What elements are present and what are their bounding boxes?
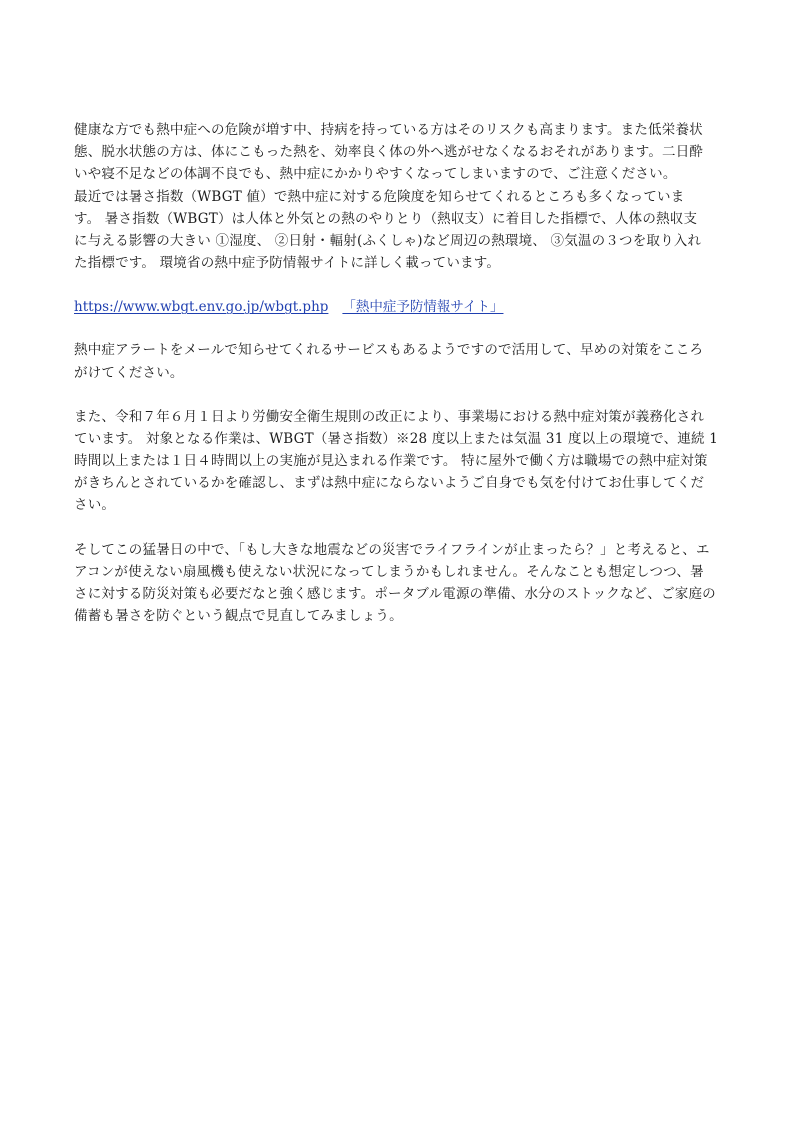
- text-line: また、令和７年６月１日より労働安全衛生規則の改正により、事業場における熱中症対策が義務化され: [74, 408, 705, 425]
- text-line: がけてください。: [74, 364, 184, 381]
- wbgt-link-row: [74, 296, 738, 318]
- text-line: 健康な方でも熱中症への危険が増す中、持病を持っている方はそのリスクも高まります。また低栄養状: [74, 122, 703, 138]
- text-line: 備蓄も暑さを防ぐという観点で見直してみましょう。: [74, 608, 403, 625]
- text-line: がきちんとされているかを確認し、まずは熱中症にならないようご自身でも気を付けてお仕事してくだ: [74, 475, 705, 492]
- text-line: そしてこの猛暑日の中で、「もし大きな地震などの災害でライフラインが止まったら？」と考えると、エ: [74, 541, 710, 558]
- text-line: さい。: [74, 497, 116, 514]
- text-line: 態、脱水状態の方は、体にこもった熱を、効率良く体の外へ逃がせなくなるおそれがあります。二日酔: [74, 144, 704, 161]
- wbgt-site-title-link[interactable]: 「熱中症予防情報サイト」: [342, 299, 504, 316]
- text-line: す。 暑さ指数（WBGT）は人体と外気との熱のやりとり（熱収支）に着目した指標で、人体の熱収支: [74, 210, 698, 227]
- paragraph-disaster-preparedness: [74, 539, 738, 628]
- document-page: [74, 119, 738, 627]
- paragraph-heatstroke-risk: [74, 119, 738, 274]
- text-line: ています。 対象となる作業は、WBGT（暑さ指数）※28 度以上または気温 31 度以上の環境で、連続 1: [74, 430, 718, 447]
- text-line: アコンが使えない扇風機も使えない状況になってしまうかもしれません。そんなことも想定しつつ、暑: [74, 563, 704, 580]
- paragraph-workplace-regulation: [74, 406, 738, 517]
- text-line: に与える影響の大きい ①湿度、 ②日射・輻射(ふくしゃ)など周辺の熱環境、 ③気温の３つを取り入れ: [74, 232, 702, 249]
- text-line: 最近では暑さ指数（WBGT 値）で熱中症に対する危険度を知らせてくれるところも多くなっていま: [74, 188, 685, 205]
- text-line: た指標です。 環境省の熱中症予防情報サイトに詳しく載っています。: [74, 255, 501, 272]
- paragraph-alert-service: [74, 339, 738, 383]
- text-line: 熱中症アラートをメールで知らせてくれるサービスもあるようですので活用して、早めの対策をこころ: [74, 342, 704, 359]
- wbgt-url-link[interactable]: https://www.wbgt.env.go.jp/wbgt.php: [74, 299, 329, 316]
- text-line: さに対する防災対策も必要だなと強く感じます。ポータブル電源の準備、水分のストックなど、ご家庭の: [74, 586, 716, 602]
- text-line: いや寝不足などの体調不良でも、熱中症にかかりやすくなってしまいますので、ご注意ください。: [74, 166, 677, 183]
- text-line: 時間以上または１日４時間以上の実施が見込まれる作業です。 特に屋外で働く方は職場での熱中症対策: [74, 453, 708, 470]
